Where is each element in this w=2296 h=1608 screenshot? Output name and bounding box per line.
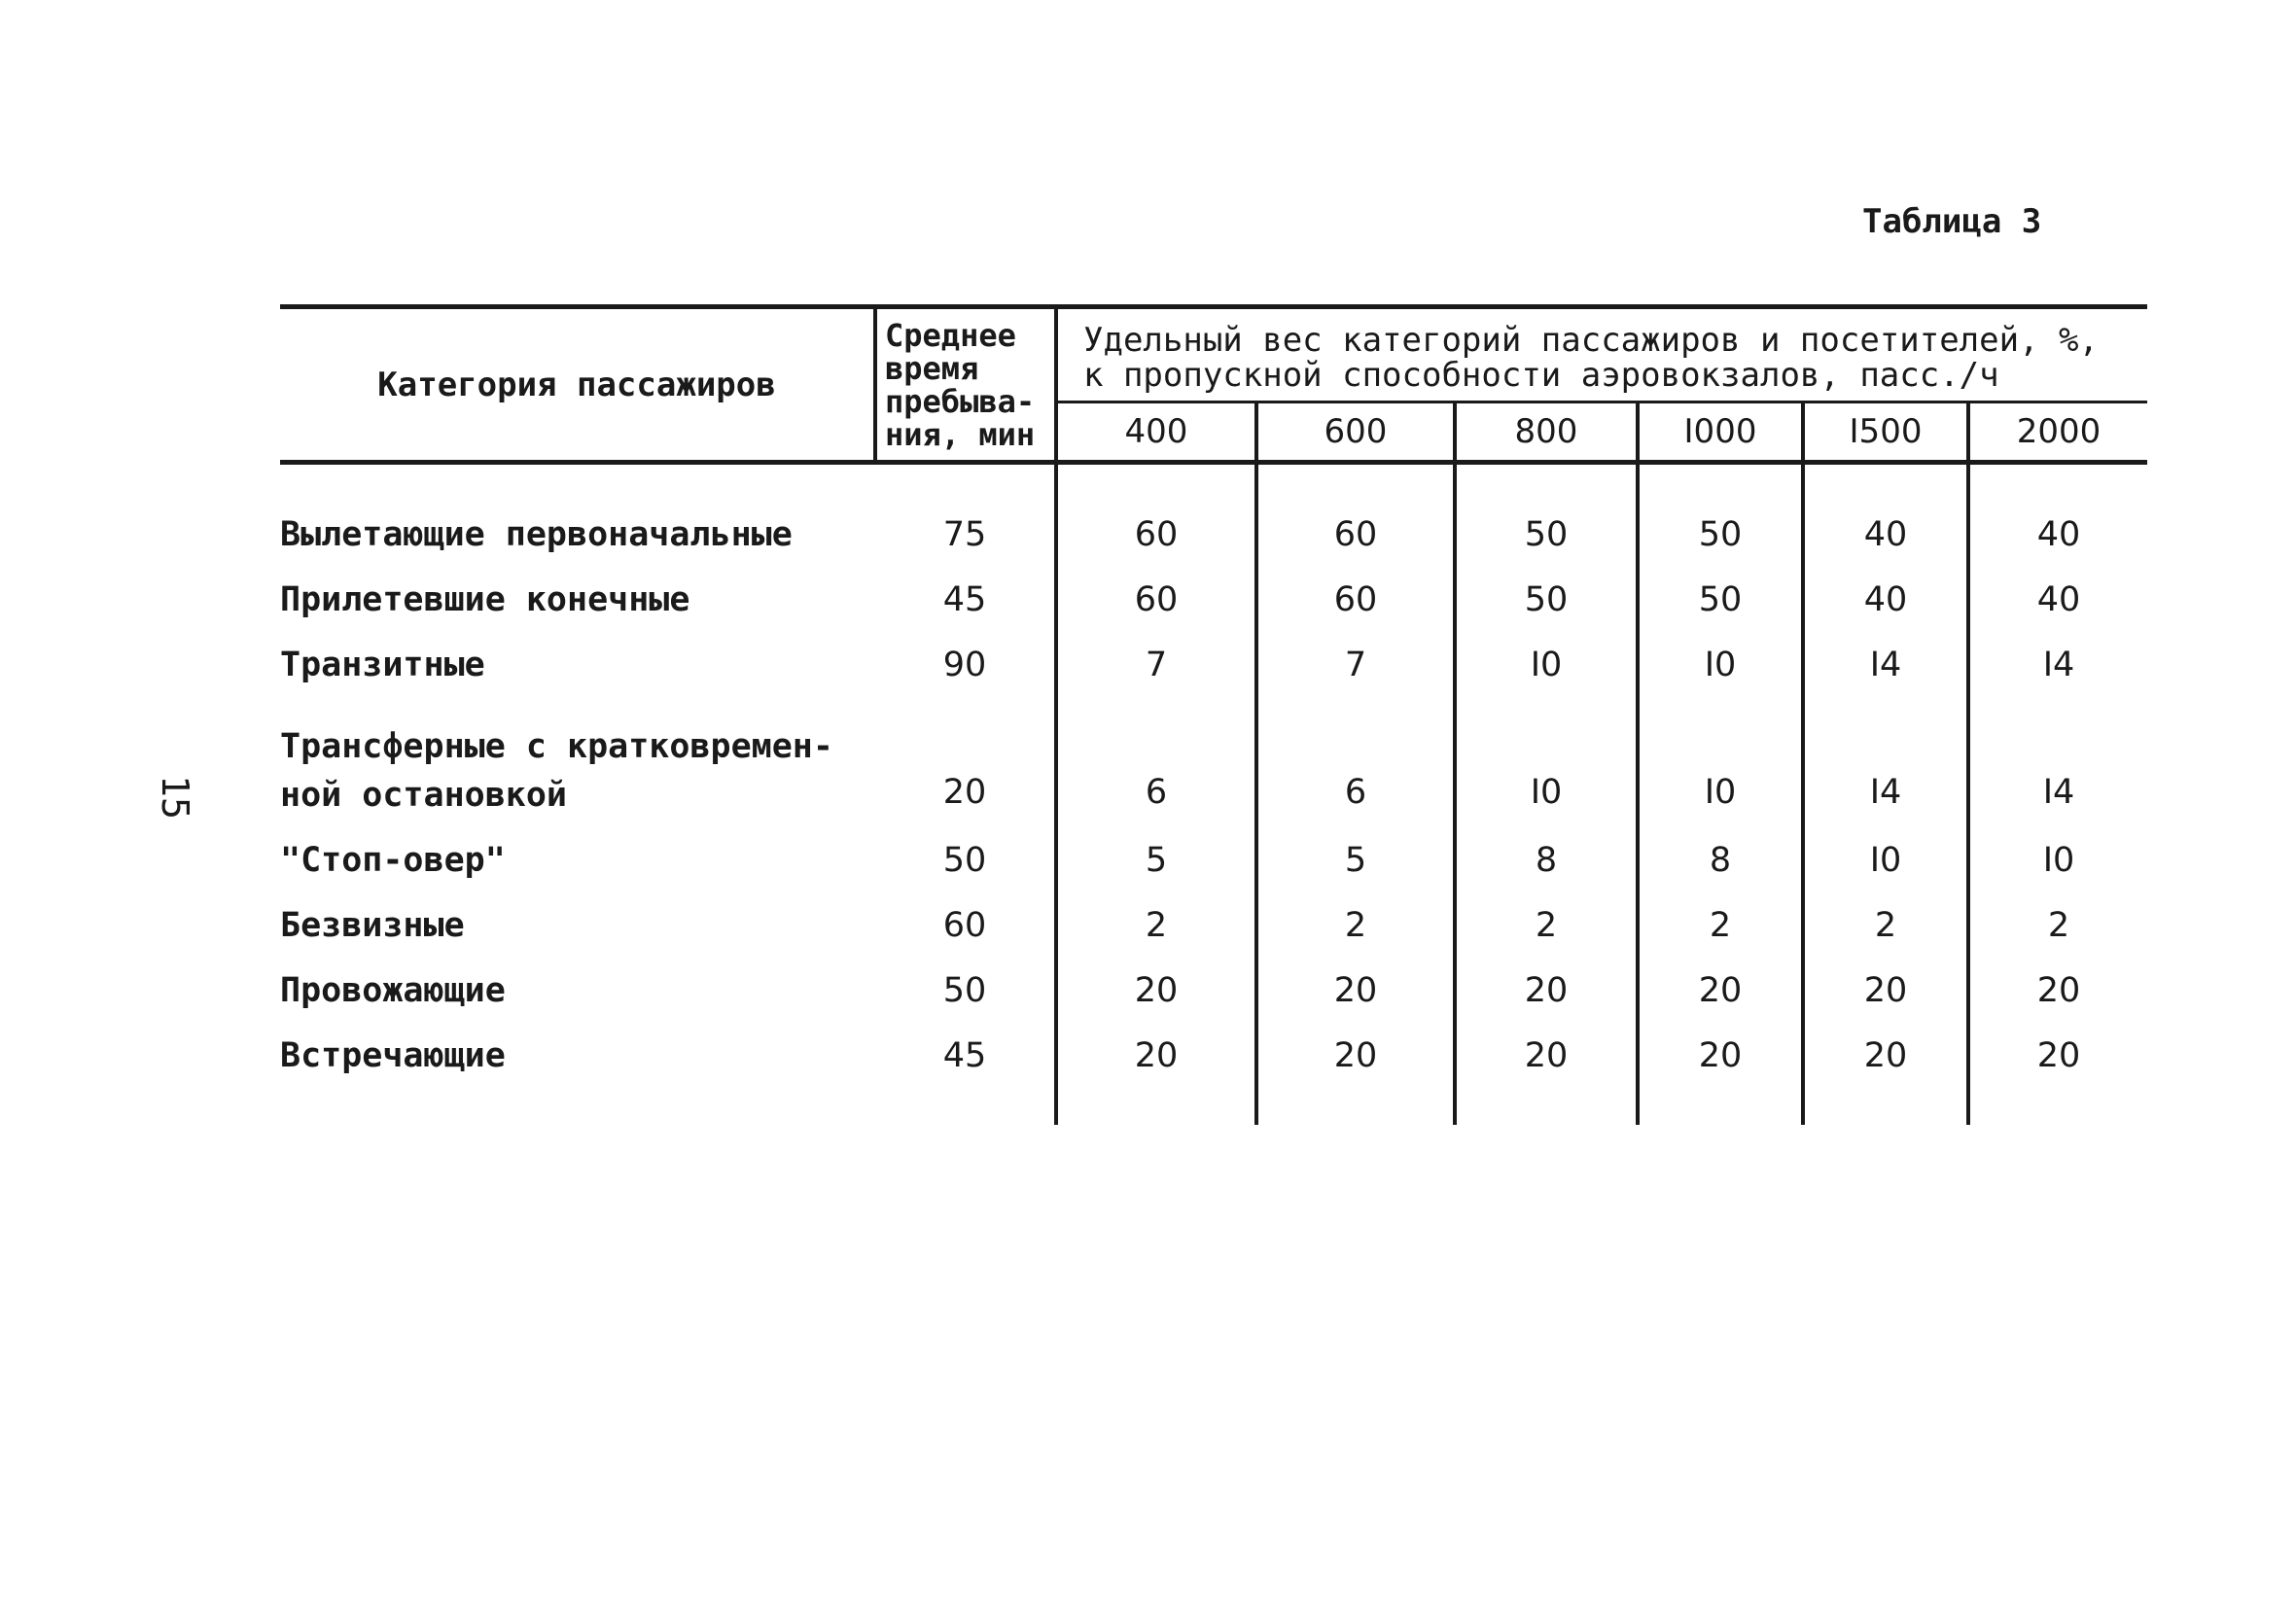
row-value-1000: 20 <box>1638 1023 1803 1088</box>
row-category: Провожающие <box>280 970 506 1010</box>
header-capacity-1500: I500 <box>1803 402 1968 463</box>
row-value-800: I0 <box>1455 697 1638 827</box>
header-capacity-600: 600 <box>1256 402 1455 463</box>
row-value-1500: I4 <box>1803 632 1968 697</box>
row-value-400: 5 <box>1056 827 1256 892</box>
row-value-1000: I0 <box>1638 632 1803 697</box>
passenger-category-table <box>280 304 2147 1125</box>
header-capacity-2000: 2000 <box>1968 402 2147 463</box>
row-value-600: 2 <box>1256 892 1455 958</box>
header-group-line: к пропускной способности аэровокзалов, пасс./ч <box>1083 356 1999 395</box>
table-row <box>280 958 2147 1023</box>
header-time-line: пребыва- <box>885 383 1036 420</box>
row-value-1500: I0 <box>1803 827 1968 892</box>
header-capacity-1000: I000 <box>1638 402 1803 463</box>
row-value-600: 5 <box>1256 827 1455 892</box>
header-category: Категория пассажиров <box>280 307 875 463</box>
row-time: 50 <box>875 958 1056 1023</box>
row-time: 50 <box>875 827 1056 892</box>
table-row <box>280 567 2147 632</box>
row-value-2000: 20 <box>2036 970 2081 1010</box>
header-time-line: Среднее <box>885 317 1016 354</box>
page-number: 15 <box>154 775 196 820</box>
row-category <box>280 697 875 827</box>
row-value-800: 2 <box>1455 892 1638 958</box>
row-value-600: 7 <box>1256 632 1455 697</box>
header-capacity-400: 400 <box>1056 402 1256 463</box>
table-row <box>280 827 2147 892</box>
row-time: 75 <box>875 502 1056 567</box>
row-value-800: 20 <box>1455 1023 1638 1088</box>
row-value-1500: 40 <box>1803 502 1968 567</box>
table-row <box>280 502 2147 567</box>
row-time: 45 <box>875 567 1056 632</box>
row-category-line: Трансферные с кратковремен- <box>280 727 833 766</box>
row-time: 20 <box>875 697 1056 827</box>
row-category: Прилетевшие конечные <box>280 579 690 619</box>
row-value-400: 2 <box>1056 892 1256 958</box>
row-value-2000: I0 <box>2042 840 2075 880</box>
row-value-600: 60 <box>1256 502 1455 567</box>
header-time-line: ния, мин <box>885 416 1036 453</box>
header-average-time <box>875 307 1056 463</box>
row-value-400: 20 <box>1056 958 1256 1023</box>
header-time-line: время <box>885 350 979 387</box>
row-value-400: 60 <box>1056 567 1256 632</box>
data-table <box>280 304 2147 1125</box>
row-value-600: 60 <box>1256 567 1455 632</box>
row-value-2000: 2 <box>2047 905 2070 945</box>
row-value-2000: I4 <box>2042 773 2075 812</box>
row-category: Безвизные <box>280 905 465 945</box>
row-value-1500: 20 <box>1803 1023 1968 1088</box>
table-tail-row <box>280 1088 2147 1125</box>
row-value-1000: 8 <box>1638 827 1803 892</box>
row-value-400: 6 <box>1056 697 1256 827</box>
row-value-1500: 20 <box>1803 958 1968 1023</box>
row-value-800: 8 <box>1455 827 1638 892</box>
row-value-400: 60 <box>1056 502 1256 567</box>
row-value-1000: 2 <box>1638 892 1803 958</box>
row-category: Встречающие <box>280 1035 506 1075</box>
row-value-400: 20 <box>1056 1023 1256 1088</box>
row-value-1500: 2 <box>1803 892 1968 958</box>
row-value-1000: I0 <box>1638 697 1803 827</box>
row-value-800: I0 <box>1455 632 1638 697</box>
row-time: 45 <box>875 1023 1056 1088</box>
row-value-1000: 50 <box>1638 567 1803 632</box>
table-row <box>280 892 2147 958</box>
row-category: Вылетающие первоначальные <box>280 514 793 554</box>
row-value-1500: 40 <box>1803 567 1968 632</box>
row-time: 90 <box>875 632 1056 697</box>
header-share-group <box>1056 307 2147 402</box>
row-value-600: 20 <box>1256 958 1455 1023</box>
row-value-2000: 40 <box>2036 514 2081 554</box>
table-row <box>280 1023 2147 1088</box>
row-value-1500: I4 <box>1803 697 1968 827</box>
header-group-line: Удельный вес категорий пассажиров и посетителей, %, <box>1083 321 2099 360</box>
row-value-800: 50 <box>1455 502 1638 567</box>
row-value-1000: 20 <box>1638 958 1803 1023</box>
table-row <box>280 632 2147 697</box>
row-value-1000: 50 <box>1638 502 1803 567</box>
row-value-800: 50 <box>1455 567 1638 632</box>
table-row <box>280 697 2147 827</box>
row-category-line: ной остановкой <box>280 776 568 815</box>
row-category: Транзитные <box>280 645 485 684</box>
row-time: 60 <box>875 892 1056 958</box>
row-value-600: 20 <box>1256 1023 1455 1088</box>
row-category: "Стоп-овер" <box>280 840 506 880</box>
row-value-2000: 20 <box>2036 1035 2081 1075</box>
table-spacer-row <box>280 463 2147 503</box>
header-capacity-800: 800 <box>1455 402 1638 463</box>
row-value-2000: 40 <box>2036 579 2081 619</box>
table-caption: Таблица 3 <box>1862 202 2042 241</box>
row-value-2000: I4 <box>2042 645 2075 684</box>
row-value-800: 20 <box>1455 958 1638 1023</box>
row-value-400: 7 <box>1056 632 1256 697</box>
row-value-600: 6 <box>1256 697 1455 827</box>
